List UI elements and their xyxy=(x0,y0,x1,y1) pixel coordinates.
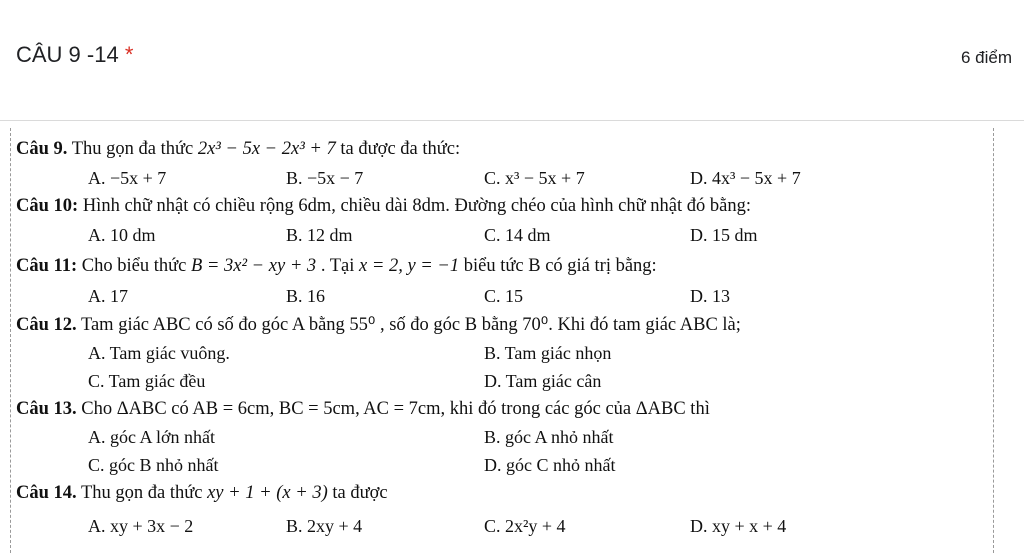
q11-option-c: C. 15 xyxy=(484,286,524,306)
q10-option-c: C. 14 dm xyxy=(484,225,551,245)
q13-option-a: A. góc A lớn nhất xyxy=(88,427,216,447)
q13-option-b: B. góc A nhỏ nhất xyxy=(484,427,614,447)
q12-option-d: D. Tam giác cân xyxy=(484,371,602,391)
q11-option-d: D. 13 xyxy=(690,286,730,306)
question-13-text: Cho ΔABC có AB = 6cm, BC = 5cm, AC = 7cm, khi đó trong các góc của ΔABC thì xyxy=(81,399,710,419)
question-11-text: Cho biểu thức xyxy=(81,256,187,276)
q12-option-c: C. Tam giác đều xyxy=(88,371,206,391)
q13-option-d: D. góc C nhỏ nhất xyxy=(484,455,616,475)
q14-option-a: A. xy + 3x − 2 xyxy=(88,516,194,536)
question-14-number: Câu 14. xyxy=(16,483,77,503)
q9-option-a: A. −5x + 7 xyxy=(88,168,167,188)
q10-option-a: A. 10 dm xyxy=(88,225,156,245)
question-10-number: Câu 10: xyxy=(16,196,79,216)
question-10-text: Hình chữ nhật có chiều rộng 6dm, chiều dài 8dm. Đường chéo của hình chữ nhật đó bằng: xyxy=(82,196,751,216)
question-9 xyxy=(16,138,460,160)
question-12-text: Tam giác ABC có số đo góc A bằng 55⁰ , số đo góc B bằng 70⁰. Khi đó tam giác ABC là; xyxy=(80,315,741,335)
q14-option-b: B. 2xy + 4 xyxy=(286,516,363,536)
required-asterisk: * xyxy=(124,42,134,67)
question-12-number: Câu 12. xyxy=(16,315,77,335)
q12-option-b: B. Tam giác nhọn xyxy=(484,343,612,363)
q11-option-b: B. 16 xyxy=(286,286,326,306)
q9-option-b: B. −5x − 7 xyxy=(286,168,364,188)
question-11-number: Câu 11: xyxy=(16,256,78,276)
question-13 xyxy=(16,398,710,420)
question-11-expr: B = 3x² − xy + 3 xyxy=(191,256,317,276)
question-14-expr: xy + 1 + (x + 3) xyxy=(207,483,328,503)
q9-option-c: C. x³ − 5x + 7 xyxy=(484,168,585,188)
points-label: 6 điểm xyxy=(960,48,1012,67)
question-9-text: Thu gọn đa thức xyxy=(71,139,194,159)
question-13-number: Câu 13. xyxy=(16,399,77,419)
q11-option-a: A. 17 xyxy=(88,286,128,306)
image-right-border xyxy=(993,128,994,553)
question-11-text-mid: . Tại xyxy=(320,256,355,276)
question-12 xyxy=(16,314,741,336)
q10-option-d: D. 15 dm xyxy=(690,225,758,245)
q12-option-a: A. Tam giác vuông. xyxy=(88,343,230,363)
question-11 xyxy=(16,255,657,277)
question-10 xyxy=(16,195,751,217)
question-14-text: Thu gọn đa thức xyxy=(80,483,203,503)
question-9-text-after: ta được đa thức: xyxy=(340,139,461,159)
q9-option-d: D. 4x³ − 5x + 7 xyxy=(690,168,801,188)
question-11-expr2: x = 2, y = −1 xyxy=(359,256,460,276)
q13-option-c: C. góc B nhỏ nhất xyxy=(88,455,219,475)
question-9-expr: 2x³ − 5x − 2x³ + 7 xyxy=(197,139,336,159)
question-14 xyxy=(16,482,388,504)
q10-option-b: B. 12 dm xyxy=(286,225,353,245)
question-9-number: Câu 9. xyxy=(16,139,68,159)
question-title-text: CÂU 9 -14 xyxy=(16,42,119,67)
question-title xyxy=(16,42,133,68)
question-11-text-after: biểu tức B có giá trị bằng: xyxy=(463,256,657,276)
q14-option-c: C. 2x²y + 4 xyxy=(484,516,566,536)
question-14-text-after: ta được xyxy=(332,483,388,503)
image-left-border xyxy=(10,128,11,553)
q14-option-d: D. xy + x + 4 xyxy=(690,516,787,536)
